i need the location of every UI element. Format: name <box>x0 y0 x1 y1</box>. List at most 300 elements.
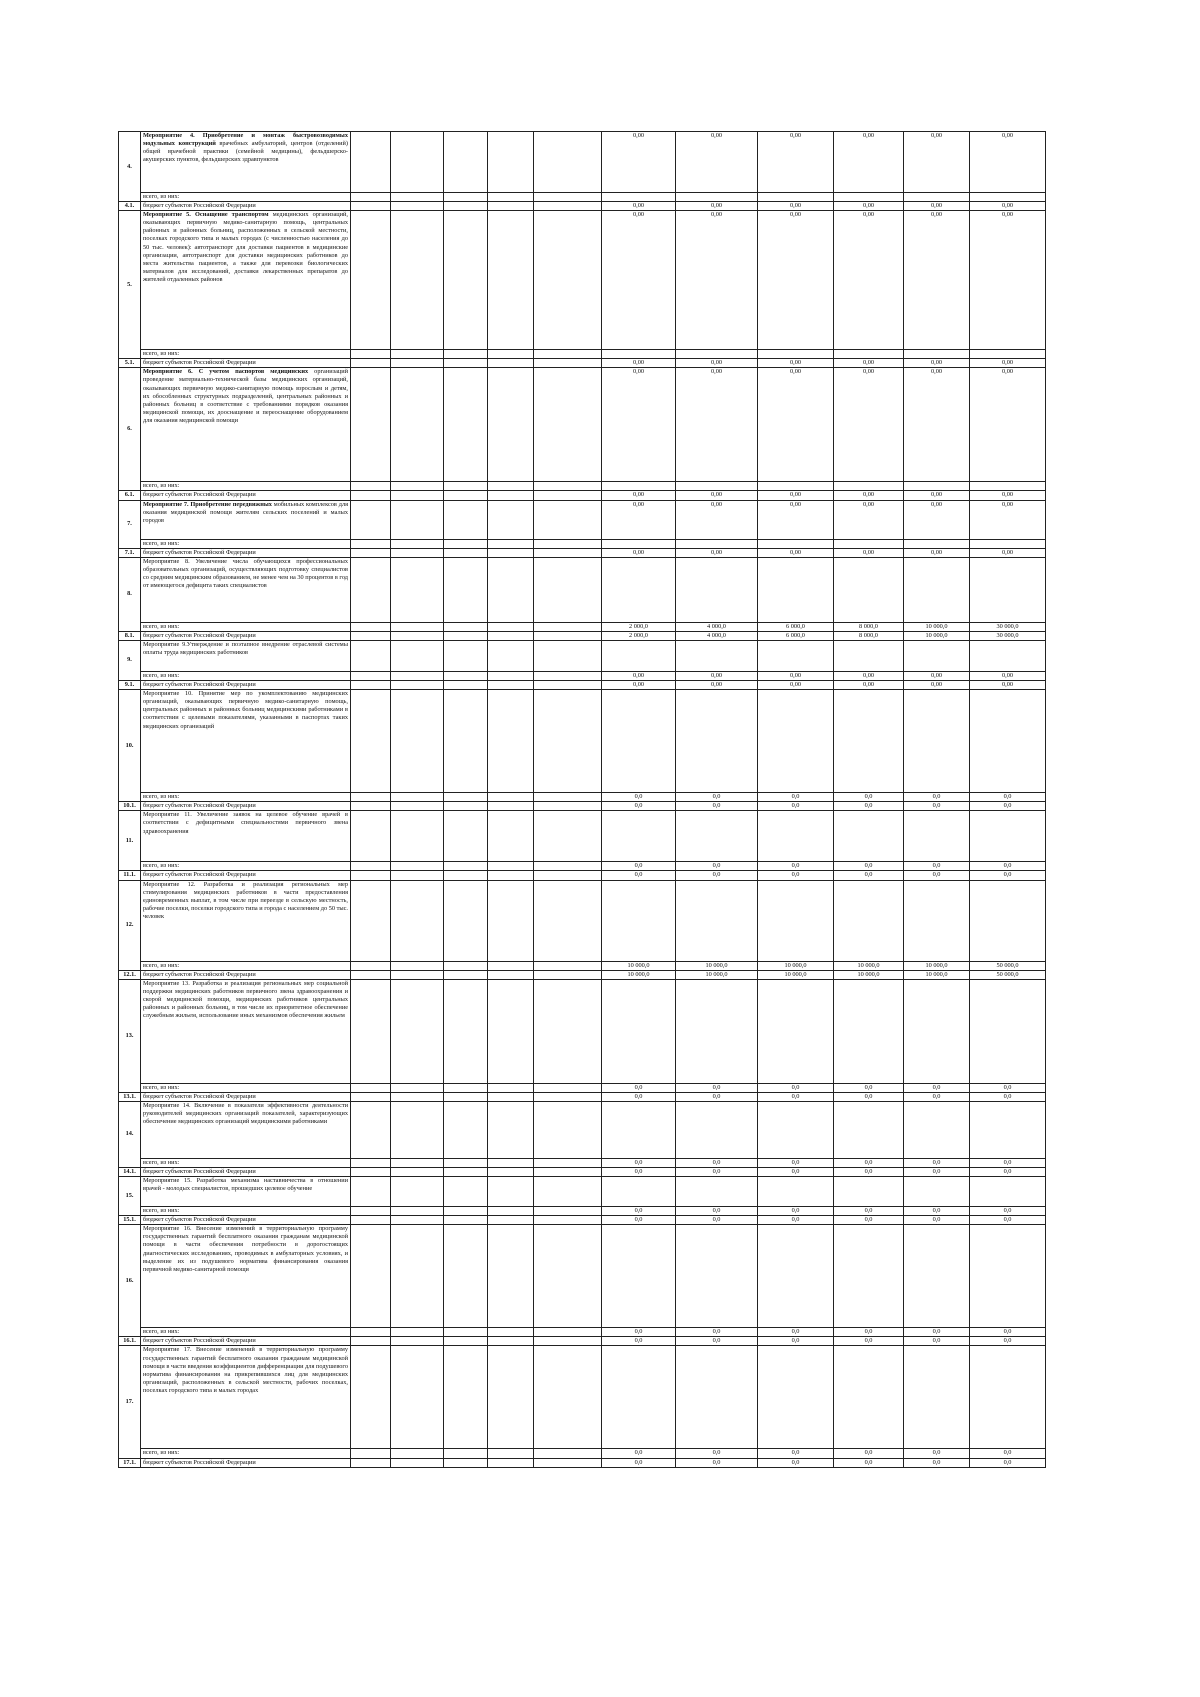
total-row <box>119 1083 1046 1092</box>
empty-cell <box>534 1158 602 1167</box>
activity-number: 11. <box>119 811 141 871</box>
total-value: 0,00 <box>758 671 834 680</box>
year-value <box>676 640 758 671</box>
empty-cell <box>534 1092 602 1101</box>
total-label: всего, из них: <box>141 1158 351 1167</box>
year-value <box>970 1177 1046 1207</box>
year-value <box>758 1225 834 1328</box>
year-value <box>834 1177 904 1207</box>
budget-value: 0,0 <box>676 802 758 811</box>
budget-number: 13.1. <box>119 1092 141 1101</box>
budget-value: 0,00 <box>602 681 676 690</box>
activity-number: 8. <box>119 557 141 631</box>
year-value <box>834 880 904 961</box>
total-row <box>119 862 1046 871</box>
total-value: 10 000,0 <box>904 961 970 970</box>
empty-cell <box>444 1328 488 1337</box>
year-value: 0,00 <box>758 500 834 539</box>
empty-cell <box>534 1328 602 1337</box>
total-value: 0,00 <box>602 671 676 680</box>
activity-text: Мероприятие 12. Разработка и реализация региональных мер стимулирования медицинских работников в части предоставления единовременных выплат, в том числе при переезде в сельскую местность, рабочие поселки, поселки городского типа и города с населением до 50 тыс. человек <box>143 880 348 920</box>
empty-cell <box>444 1449 488 1458</box>
activity-number: 9. <box>119 640 141 680</box>
empty-cell <box>391 1167 444 1176</box>
budget-number: 6.1. <box>119 491 141 500</box>
budget-value: 8 000,0 <box>834 631 904 640</box>
activity-description <box>141 690 351 793</box>
total-value <box>676 539 758 548</box>
budget-value: 10 000,0 <box>904 631 970 640</box>
budget-label: бюджет субъектов Российской Федерации <box>141 548 351 557</box>
empty-cell <box>444 557 488 622</box>
budget-value: 0,00 <box>602 491 676 500</box>
empty-cell <box>488 871 534 880</box>
activity-number: 6. <box>119 368 141 491</box>
budget-value: 0,00 <box>970 359 1046 368</box>
empty-cell <box>534 132 602 193</box>
empty-cell <box>488 1101 534 1158</box>
total-value: 0,0 <box>676 793 758 802</box>
year-value: 0,00 <box>904 500 970 539</box>
empty-cell <box>534 1449 602 1458</box>
budget-value: 0,00 <box>676 202 758 211</box>
empty-cell <box>488 132 534 193</box>
total-value <box>970 350 1046 359</box>
empty-cell <box>534 793 602 802</box>
empty-cell <box>444 681 488 690</box>
total-value: 10 000,0 <box>602 961 676 970</box>
empty-cell <box>488 802 534 811</box>
total-value: 0,0 <box>676 1207 758 1216</box>
budget-value: 0,0 <box>970 1458 1046 1467</box>
total-value: 0,0 <box>970 1083 1046 1092</box>
budget-row <box>119 1092 1046 1101</box>
budget-value: 0,00 <box>758 202 834 211</box>
budget-value: 0,0 <box>758 1216 834 1225</box>
empty-cell <box>444 539 488 548</box>
year-value <box>758 1346 834 1449</box>
activity-text: Мероприятие 16. Внесение изменений в территориальную программу государственных гарантий бесплатного оказания гражданам медицинской помощи в части обеспечения потребности в дорогостоящих диагностических исследованиях, проводимых в амбулаторных условиях, и выделение их из подушевого норматива финансирования оказания первичной медико-санитарной помощи <box>143 1225 348 1273</box>
empty-cell <box>391 970 444 979</box>
total-value: 0,0 <box>834 1083 904 1092</box>
total-value: 0,0 <box>602 1158 676 1167</box>
empty-cell <box>444 1158 488 1167</box>
budget-value: 10 000,0 <box>834 970 904 979</box>
budget-value: 6 000,0 <box>758 631 834 640</box>
activity-text: Мероприятие 17. Внесение изменений в территориальную программу государственных гарантий бесплатного оказания гражданам медицинской помощи в части введения коэффициентов дифференциации для подушевого норматива финансирования на прикрепившихся лиц для медицинских организаций, расположенных в сельской местности, рабочих поселках, поселках городского типа и малых городах <box>143 1346 348 1394</box>
activity-number: 10. <box>119 690 141 802</box>
empty-cell <box>391 802 444 811</box>
activity-description <box>141 979 351 1083</box>
year-value: 0,00 <box>602 132 676 193</box>
total-value: 0,00 <box>676 671 758 680</box>
total-value: 0,0 <box>904 1449 970 1458</box>
empty-cell <box>351 211 391 350</box>
total-value: 0,0 <box>758 793 834 802</box>
empty-cell <box>534 368 602 482</box>
activity-row <box>119 979 1046 1083</box>
budget-value: 0,00 <box>834 548 904 557</box>
budget-value: 0,00 <box>834 359 904 368</box>
year-value <box>758 1177 834 1207</box>
year-value <box>676 690 758 793</box>
empty-cell <box>534 1337 602 1346</box>
empty-cell <box>534 631 602 640</box>
empty-cell <box>351 482 391 491</box>
total-value: 0,0 <box>904 1328 970 1337</box>
empty-cell <box>488 1225 534 1328</box>
budget-value: 0,00 <box>758 548 834 557</box>
budget-number: 17.1. <box>119 1458 141 1467</box>
empty-cell <box>444 622 488 631</box>
total-value: 0,0 <box>602 1083 676 1092</box>
empty-cell <box>391 622 444 631</box>
budget-value: 0,0 <box>834 1092 904 1101</box>
budget-row <box>119 548 1046 557</box>
year-value: 0,00 <box>904 368 970 482</box>
total-value: 0,0 <box>970 1158 1046 1167</box>
total-value <box>758 482 834 491</box>
total-label: всего, из них: <box>141 1328 351 1337</box>
year-value: 0,00 <box>834 368 904 482</box>
budget-value: 0,0 <box>834 1458 904 1467</box>
year-value <box>676 1101 758 1158</box>
activity-title: Мероприятие 6. С учетом паспортов медицинских <box>143 368 309 376</box>
empty-cell <box>351 862 391 871</box>
total-value: 0,0 <box>676 1328 758 1337</box>
budget-label: бюджет субъектов Российской Федерации <box>141 802 351 811</box>
empty-cell <box>351 1328 391 1337</box>
budget-row <box>119 802 1046 811</box>
budget-label: бюджет субъектов Российской Федерации <box>141 631 351 640</box>
empty-cell <box>391 880 444 961</box>
empty-cell <box>391 548 444 557</box>
year-value <box>834 1101 904 1158</box>
budget-value: 0,00 <box>758 359 834 368</box>
empty-cell <box>444 1101 488 1158</box>
budget-value: 0,0 <box>758 1092 834 1101</box>
empty-cell <box>534 1177 602 1207</box>
budget-value: 0,00 <box>904 548 970 557</box>
empty-cell <box>351 500 391 539</box>
total-value: 0,0 <box>834 1207 904 1216</box>
empty-cell <box>444 979 488 1083</box>
budget-value: 0,0 <box>676 1337 758 1346</box>
budget-label: бюджет субъектов Российской Федерации <box>141 491 351 500</box>
empty-cell <box>391 1207 444 1216</box>
empty-cell <box>488 631 534 640</box>
budget-value: 0,00 <box>970 202 1046 211</box>
empty-cell <box>488 548 534 557</box>
year-value: 0,00 <box>602 211 676 350</box>
budget-number: 5.1. <box>119 359 141 368</box>
empty-cell <box>444 500 488 539</box>
year-value: 0,00 <box>904 132 970 193</box>
total-value: 0,0 <box>602 793 676 802</box>
empty-cell <box>444 880 488 961</box>
total-row <box>119 1449 1046 1458</box>
total-value <box>602 482 676 491</box>
empty-cell <box>534 871 602 880</box>
budget-value: 0,00 <box>970 491 1046 500</box>
year-value <box>904 811 970 862</box>
year-value <box>602 1346 676 1449</box>
total-label: всего, из них: <box>141 350 351 359</box>
empty-cell <box>444 811 488 862</box>
empty-cell <box>534 640 602 671</box>
year-value <box>602 690 676 793</box>
total-row <box>119 482 1046 491</box>
budget-number: 15.1. <box>119 1216 141 1225</box>
empty-cell <box>391 368 444 482</box>
budget-value: 0,0 <box>970 1092 1046 1101</box>
budget-row <box>119 1167 1046 1176</box>
empty-cell <box>351 1216 391 1225</box>
empty-cell <box>534 802 602 811</box>
empty-cell <box>444 368 488 482</box>
empty-cell <box>351 557 391 622</box>
year-value <box>758 640 834 671</box>
activity-text: мобильных комплексов для оказания медицинской помощи жителям сельских поселений и малых городов <box>143 500 348 524</box>
empty-cell <box>351 548 391 557</box>
empty-cell <box>351 350 391 359</box>
empty-cell <box>351 979 391 1083</box>
empty-cell <box>351 491 391 500</box>
budget-value: 0,00 <box>676 548 758 557</box>
empty-cell <box>391 793 444 802</box>
year-value <box>834 1225 904 1328</box>
empty-cell <box>444 132 488 193</box>
year-value <box>602 1101 676 1158</box>
activity-row <box>119 811 1046 862</box>
total-value: 0,0 <box>758 1328 834 1337</box>
year-value <box>970 1101 1046 1158</box>
year-value: 0,00 <box>758 132 834 193</box>
empty-cell <box>488 368 534 482</box>
total-label: всего, из них: <box>141 193 351 202</box>
budget-value: 0,0 <box>758 871 834 880</box>
budget-value: 0,0 <box>970 1337 1046 1346</box>
year-value <box>970 811 1046 862</box>
budget-label: бюджет субъектов Российской Федерации <box>141 871 351 880</box>
empty-cell <box>391 202 444 211</box>
empty-cell <box>488 1092 534 1101</box>
empty-cell <box>444 671 488 680</box>
empty-cell <box>391 1216 444 1225</box>
budget-table <box>118 131 1046 1468</box>
total-value: 0,0 <box>970 793 1046 802</box>
budget-row <box>119 1458 1046 1467</box>
empty-cell <box>534 970 602 979</box>
year-value <box>904 1346 970 1449</box>
total-value <box>676 350 758 359</box>
budget-value: 0,00 <box>602 359 676 368</box>
empty-cell <box>534 1083 602 1092</box>
empty-cell <box>351 961 391 970</box>
budget-value: 0,00 <box>758 681 834 690</box>
budget-value: 0,00 <box>834 202 904 211</box>
budget-value: 0,0 <box>758 802 834 811</box>
budget-value: 0,00 <box>758 491 834 500</box>
total-value: 6 000,0 <box>758 622 834 631</box>
empty-cell <box>488 1167 534 1176</box>
empty-cell <box>391 482 444 491</box>
empty-cell <box>534 1225 602 1328</box>
total-value <box>970 193 1046 202</box>
year-value <box>676 1346 758 1449</box>
activity-description <box>141 880 351 961</box>
budget-value: 0,0 <box>834 802 904 811</box>
year-value <box>758 979 834 1083</box>
year-value <box>602 1225 676 1328</box>
empty-cell <box>444 690 488 793</box>
empty-cell <box>351 368 391 482</box>
total-value: 0,0 <box>904 1158 970 1167</box>
total-label: всего, из них: <box>141 1207 351 1216</box>
year-value <box>970 1346 1046 1449</box>
budget-value: 4 000,0 <box>676 631 758 640</box>
total-value <box>834 350 904 359</box>
empty-cell <box>391 132 444 193</box>
year-value <box>602 811 676 862</box>
year-value: 0,00 <box>676 132 758 193</box>
budget-value: 0,0 <box>904 1458 970 1467</box>
empty-cell <box>534 1458 602 1467</box>
total-value <box>970 539 1046 548</box>
total-value: 0,0 <box>602 1328 676 1337</box>
year-value <box>834 557 904 622</box>
empty-cell <box>534 350 602 359</box>
activity-description <box>141 1177 351 1207</box>
empty-cell <box>444 1225 488 1328</box>
total-value: 0,0 <box>676 1449 758 1458</box>
empty-cell <box>488 793 534 802</box>
empty-cell <box>488 1328 534 1337</box>
budget-value: 0,0 <box>904 1216 970 1225</box>
budget-value: 0,00 <box>834 681 904 690</box>
empty-cell <box>488 1346 534 1449</box>
activity-number: 13. <box>119 979 141 1092</box>
empty-cell <box>351 871 391 880</box>
activity-row <box>119 557 1046 622</box>
empty-cell <box>391 1458 444 1467</box>
empty-cell <box>534 1101 602 1158</box>
budget-row <box>119 359 1046 368</box>
total-value: 0,0 <box>758 862 834 871</box>
empty-cell <box>351 1458 391 1467</box>
empty-cell <box>391 1449 444 1458</box>
empty-cell <box>488 491 534 500</box>
budget-value: 0,00 <box>904 202 970 211</box>
total-value <box>602 193 676 202</box>
empty-cell <box>444 640 488 671</box>
budget-value: 0,0 <box>758 1458 834 1467</box>
empty-cell <box>444 548 488 557</box>
year-value <box>602 557 676 622</box>
total-value <box>834 539 904 548</box>
activity-row <box>119 1177 1046 1207</box>
empty-cell <box>488 671 534 680</box>
total-value: 10 000,0 <box>834 961 904 970</box>
empty-cell <box>351 970 391 979</box>
empty-cell <box>391 1177 444 1207</box>
total-row <box>119 793 1046 802</box>
total-value: 2 000,0 <box>602 622 676 631</box>
total-value: 0,0 <box>904 793 970 802</box>
budget-value: 0,0 <box>602 1216 676 1225</box>
year-value <box>676 557 758 622</box>
total-row <box>119 1158 1046 1167</box>
empty-cell <box>488 681 534 690</box>
budget-value: 0,0 <box>970 1216 1046 1225</box>
budget-label: бюджет субъектов Российской Федерации <box>141 359 351 368</box>
year-value <box>970 880 1046 961</box>
empty-cell <box>534 862 602 871</box>
total-value: 0,0 <box>834 793 904 802</box>
budget-value: 0,0 <box>904 802 970 811</box>
total-value: 0,0 <box>970 1449 1046 1458</box>
total-value: 0,0 <box>904 1083 970 1092</box>
year-value: 0,00 <box>970 132 1046 193</box>
empty-cell <box>534 539 602 548</box>
activity-title: Мероприятие 4. Приобретение и монтаж быстровозводимых модульных конструкций <box>143 132 348 148</box>
total-value: 30 000,0 <box>970 622 1046 631</box>
activity-description <box>141 1225 351 1328</box>
empty-cell <box>488 1449 534 1458</box>
activity-title: Мероприятие 5. Оснащение транспортом <box>143 211 269 219</box>
empty-cell <box>444 793 488 802</box>
total-label: всего, из них: <box>141 862 351 871</box>
year-value <box>758 690 834 793</box>
budget-label: бюджет субъектов Российской Федерации <box>141 681 351 690</box>
empty-cell <box>444 1337 488 1346</box>
total-label: всего, из них: <box>141 1083 351 1092</box>
empty-cell <box>351 359 391 368</box>
empty-cell <box>391 193 444 202</box>
empty-cell <box>351 880 391 961</box>
activity-number: 16. <box>119 1225 141 1337</box>
empty-cell <box>391 1225 444 1328</box>
empty-cell <box>351 1177 391 1207</box>
empty-cell <box>351 681 391 690</box>
budget-label: бюджет субъектов Российской Федерации <box>141 1216 351 1225</box>
total-value <box>970 482 1046 491</box>
budget-value: 10 000,0 <box>758 970 834 979</box>
total-value: 0,0 <box>758 1083 834 1092</box>
budget-value: 0,0 <box>970 802 1046 811</box>
activity-text: Мероприятие 11. Увеличение заявок на целевое обучение врачей в соответствии с дефицитными специальностями первичного звена здравоохранения <box>143 811 348 835</box>
budget-value: 0,00 <box>676 359 758 368</box>
total-value: 0,0 <box>602 1207 676 1216</box>
budget-row <box>119 970 1046 979</box>
empty-cell <box>488 359 534 368</box>
empty-cell <box>351 202 391 211</box>
empty-cell <box>534 1167 602 1176</box>
empty-cell <box>534 482 602 491</box>
empty-cell <box>351 1158 391 1167</box>
empty-cell <box>488 482 534 491</box>
year-value <box>676 811 758 862</box>
year-value <box>970 979 1046 1083</box>
budget-value: 0,00 <box>970 681 1046 690</box>
empty-cell <box>351 1092 391 1101</box>
year-value <box>676 979 758 1083</box>
activity-text: Мероприятие 9.Утверждение и поэтапное внедрение отраслевой системы оплаты труда медицинских работников <box>143 640 348 657</box>
empty-cell <box>444 491 488 500</box>
budget-value: 0,0 <box>676 871 758 880</box>
empty-cell <box>488 500 534 539</box>
empty-cell <box>444 802 488 811</box>
